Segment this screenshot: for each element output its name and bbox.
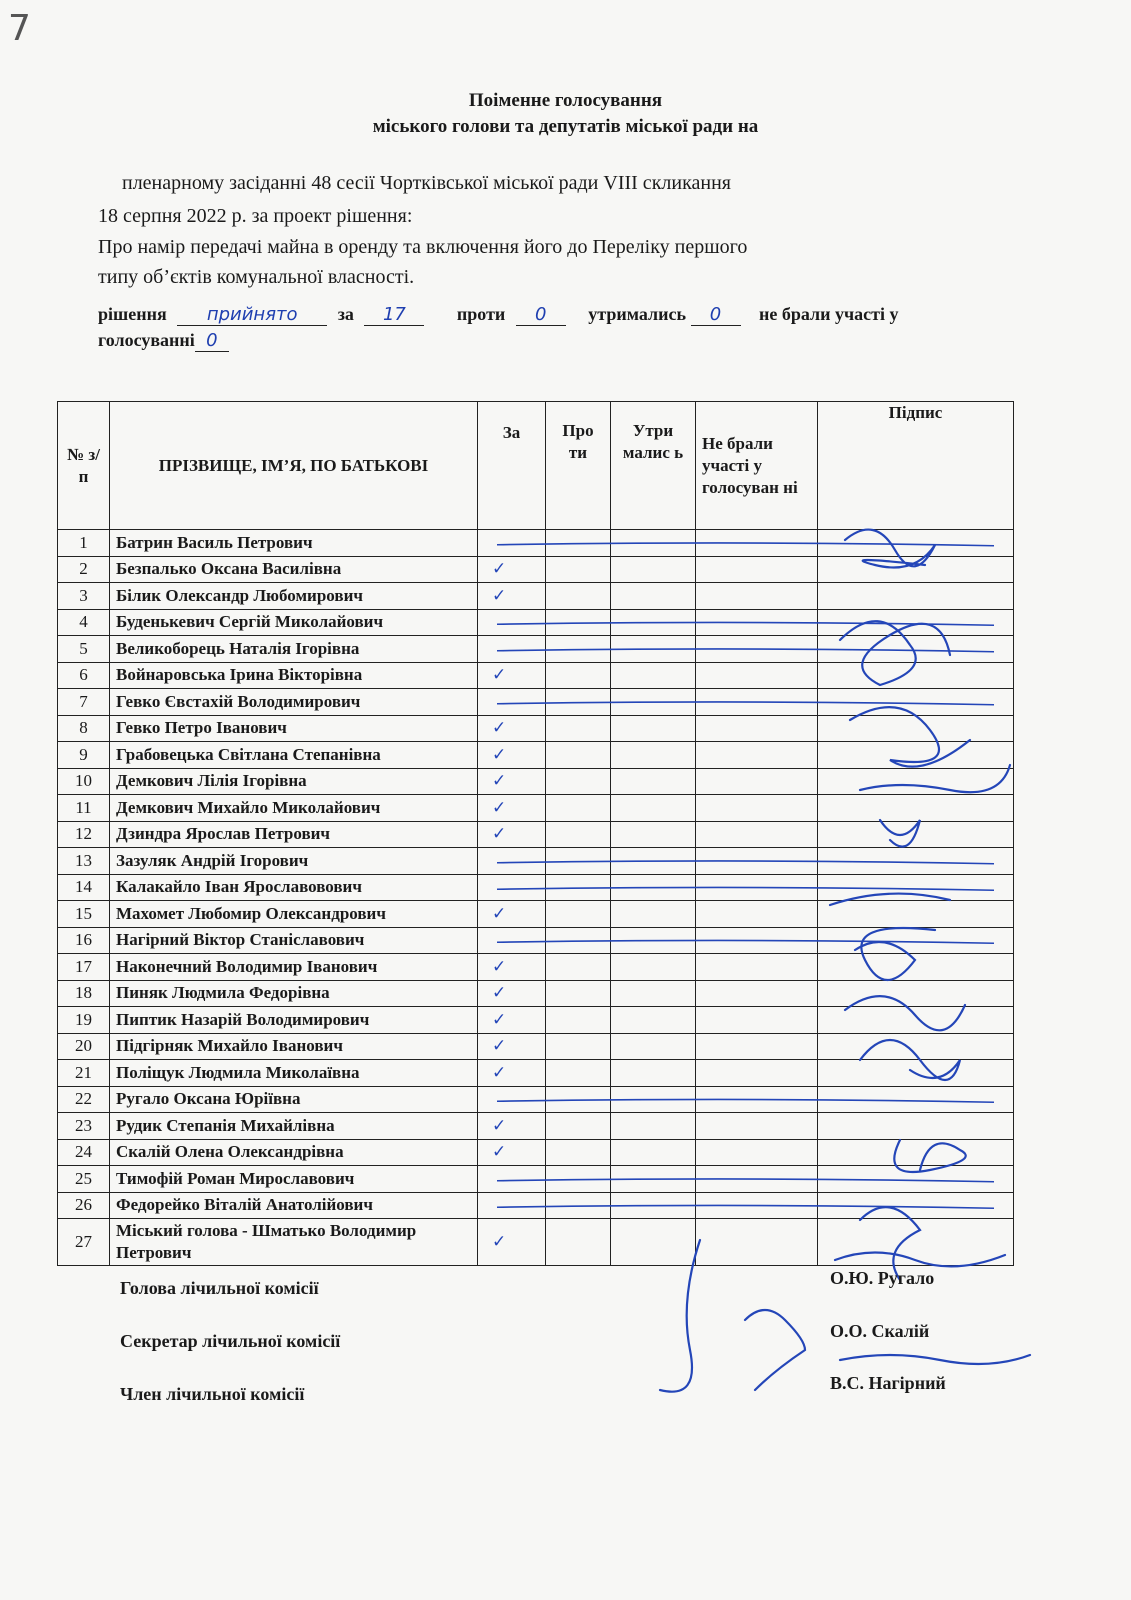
row-name: Калакайло Іван Ярославовович — [110, 874, 478, 901]
table-row — [58, 556, 1014, 583]
row-number: 2 — [58, 556, 110, 583]
row-signature-cell — [818, 954, 1014, 981]
row-number: 8 — [58, 715, 110, 742]
row-not-voted-cell — [696, 848, 818, 875]
row-against-cell — [546, 980, 611, 1007]
table-row — [58, 1192, 1014, 1219]
row-name: Пиняк Людмила Федорівна — [110, 980, 478, 1007]
for-label: за — [337, 304, 354, 324]
row-number: 7 — [58, 689, 110, 716]
row-against-cell — [546, 530, 611, 557]
table-row — [58, 848, 1014, 875]
row-for-cell: ✓ — [478, 1139, 546, 1166]
row-number: 19 — [58, 1007, 110, 1034]
row-for-cell: ✓ — [478, 1113, 546, 1140]
row-against-cell — [546, 821, 611, 848]
header-num: № з/п — [58, 402, 110, 530]
row-not-voted-cell — [696, 1033, 818, 1060]
row-signature-cell — [818, 1060, 1014, 1087]
row-for-cell — [478, 689, 546, 716]
table-row — [58, 1060, 1014, 1087]
row-not-voted-cell — [696, 980, 818, 1007]
row-against-cell — [546, 954, 611, 981]
row-for-cell: ✓ — [478, 954, 546, 981]
row-signature-cell — [818, 742, 1014, 769]
row-name: Батрин Василь Петрович — [110, 530, 478, 557]
row-name: Нагірний Віктор Станіславович — [110, 927, 478, 954]
row-abstained-cell — [611, 689, 696, 716]
row-name: Демкович Лілія Ігорівна — [110, 768, 478, 795]
row-against-cell — [546, 1086, 611, 1113]
row-not-voted-cell — [696, 821, 818, 848]
row-abstained-cell — [611, 1192, 696, 1219]
row-signature-cell — [818, 768, 1014, 795]
row-against-cell — [546, 715, 611, 742]
row-name: Федорейко Віталій Анатолійович — [110, 1192, 478, 1219]
row-signature-cell — [818, 1033, 1014, 1060]
row-abstained-cell — [611, 583, 696, 610]
row-number: 5 — [58, 636, 110, 663]
table-header-row — [58, 402, 1014, 530]
table-row — [58, 583, 1014, 610]
not-voted-label: не брали участі у — [759, 304, 899, 324]
row-number: 1 — [58, 530, 110, 557]
header-not-voted: Не брали участі у голосуван ні — [696, 402, 818, 530]
table-row — [58, 768, 1014, 795]
table-row — [58, 874, 1014, 901]
for-value: 17 — [364, 304, 424, 326]
row-name: Гевко Петро Іванович — [110, 715, 478, 742]
row-for-cell: ✓ — [478, 980, 546, 1007]
row-not-voted-cell — [696, 609, 818, 636]
row-not-voted-cell — [696, 954, 818, 981]
row-against-cell — [546, 583, 611, 610]
row-for-cell: ✓ — [478, 583, 546, 610]
row-against-cell — [546, 795, 611, 822]
row-number: 4 — [58, 609, 110, 636]
row-name: Демкович Михайло Миколайович — [110, 795, 478, 822]
row-against-cell — [546, 768, 611, 795]
row-name: Махомет Любомир Олександрович — [110, 901, 478, 928]
row-number: 12 — [58, 821, 110, 848]
row-for-cell: ✓ — [478, 1033, 546, 1060]
row-against-cell — [546, 662, 611, 689]
abstained-value: 0 — [691, 304, 741, 326]
row-number: 20 — [58, 1033, 110, 1060]
row-name: Безпалько Оксана Василівна — [110, 556, 478, 583]
row-not-voted-cell — [696, 1113, 818, 1140]
row-for-cell: ✓ — [478, 662, 546, 689]
table-row — [58, 689, 1014, 716]
row-signature-cell — [818, 795, 1014, 822]
row-not-voted-cell — [696, 874, 818, 901]
row-against-cell — [546, 1007, 611, 1034]
row-signature-cell — [818, 609, 1014, 636]
row-against-cell — [546, 1166, 611, 1193]
row-abstained-cell — [611, 927, 696, 954]
table-row — [58, 1219, 1014, 1266]
intro-line-4: типу об’єктів комунальної власності. — [98, 266, 415, 288]
row-number: 18 — [58, 980, 110, 1007]
row-name: Великоборець Наталія Ігорівна — [110, 636, 478, 663]
table-row — [58, 1113, 1014, 1140]
row-signature-cell — [818, 1086, 1014, 1113]
row-for-cell: ✓ — [478, 768, 546, 795]
decision-label: рішення — [98, 304, 167, 324]
row-abstained-cell — [611, 795, 696, 822]
against-label: проти — [456, 304, 506, 324]
table-row — [58, 530, 1014, 557]
row-not-voted-cell — [696, 1007, 818, 1034]
row-not-voted-cell — [696, 795, 818, 822]
row-abstained-cell — [611, 848, 696, 875]
row-for-cell: ✓ — [478, 715, 546, 742]
row-for-cell — [478, 609, 546, 636]
row-for-cell: ✓ — [478, 795, 546, 822]
row-name: Ругало Оксана Юріївна — [110, 1086, 478, 1113]
row-name: Скалій Олена Олександрівна — [110, 1139, 478, 1166]
row-name: Міський голова - Шматько Володимир Петрович — [110, 1219, 478, 1266]
row-against-cell — [546, 927, 611, 954]
table-row — [58, 609, 1014, 636]
table-row — [58, 636, 1014, 663]
row-abstained-cell — [611, 1139, 696, 1166]
row-against-cell — [546, 1219, 611, 1266]
row-signature-cell — [818, 848, 1014, 875]
header-against: Про ти — [546, 402, 611, 530]
row-number: 14 — [58, 874, 110, 901]
row-number: 21 — [58, 1060, 110, 1087]
table-body — [58, 530, 1014, 1266]
row-name: Підгірняк Михайло Іванович — [110, 1033, 478, 1060]
table-row — [58, 927, 1014, 954]
row-signature-cell — [818, 821, 1014, 848]
row-for-cell: ✓ — [478, 1060, 546, 1087]
not-voted-value: 0 — [195, 330, 229, 352]
row-abstained-cell — [611, 1219, 696, 1266]
row-against-cell — [546, 1113, 611, 1140]
table-row — [58, 1139, 1014, 1166]
row-abstained-cell — [611, 715, 696, 742]
row-not-voted-cell — [696, 715, 818, 742]
row-signature-cell — [818, 874, 1014, 901]
row-not-voted-cell — [696, 1219, 818, 1266]
row-number: 13 — [58, 848, 110, 875]
row-not-voted-cell — [696, 1166, 818, 1193]
row-signature-cell — [818, 980, 1014, 1007]
commission-member-name: В.С. Нагірний — [830, 1373, 946, 1393]
row-signature-cell — [818, 636, 1014, 663]
commission-member-label: Член лічильної комісії — [120, 1384, 305, 1404]
row-name: Гевко Євстахій Володимирович — [110, 689, 478, 716]
row-not-voted-cell — [696, 636, 818, 663]
row-not-voted-cell — [696, 556, 818, 583]
not-voted-label-2: голосуванні — [98, 330, 195, 350]
row-abstained-cell — [611, 1060, 696, 1087]
row-for-cell — [478, 1192, 546, 1219]
row-number: 16 — [58, 927, 110, 954]
intro-line-1: пленарному засіданні 48 сесії Чортківської міської ради VIII скликання — [122, 172, 731, 194]
table-row — [58, 742, 1014, 769]
row-abstained-cell — [611, 1166, 696, 1193]
row-number: 25 — [58, 1166, 110, 1193]
row-name: Буденькевич Сергій Миколайович — [110, 609, 478, 636]
document-title: Поіменне голосування — [468, 90, 663, 111]
table-row — [58, 954, 1014, 981]
table-row — [58, 1033, 1014, 1060]
row-not-voted-cell — [696, 530, 818, 557]
row-for-cell — [478, 636, 546, 663]
row-not-voted-cell — [696, 1192, 818, 1219]
table-row — [58, 901, 1014, 928]
abstained-label: утримались — [588, 304, 686, 324]
row-number: 17 — [58, 954, 110, 981]
row-not-voted-cell — [696, 689, 818, 716]
row-for-cell — [478, 927, 546, 954]
row-against-cell — [546, 689, 611, 716]
row-against-cell — [546, 742, 611, 769]
row-abstained-cell — [611, 609, 696, 636]
table-row — [58, 821, 1014, 848]
row-signature-cell — [818, 1113, 1014, 1140]
table-row — [58, 795, 1014, 822]
row-for-cell: ✓ — [478, 556, 546, 583]
table-row — [58, 980, 1014, 1007]
table-row — [58, 1086, 1014, 1113]
row-signature-cell — [818, 1139, 1014, 1166]
row-for-cell — [478, 874, 546, 901]
row-for-cell — [478, 530, 546, 557]
row-not-voted-cell — [696, 901, 818, 928]
row-number: 6 — [58, 662, 110, 689]
row-name: Тимофій Роман Мирославович — [110, 1166, 478, 1193]
row-abstained-cell — [611, 901, 696, 928]
table-row — [58, 1166, 1014, 1193]
row-for-cell: ✓ — [478, 821, 546, 848]
vote-result-line — [98, 304, 898, 326]
row-number: 24 — [58, 1139, 110, 1166]
row-for-cell — [478, 848, 546, 875]
signature-scribble — [745, 1310, 805, 1390]
row-not-voted-cell — [696, 927, 818, 954]
row-against-cell — [546, 1060, 611, 1087]
row-abstained-cell — [611, 1007, 696, 1034]
row-abstained-cell — [611, 874, 696, 901]
page-number: 7 — [8, 8, 31, 49]
row-abstained-cell — [611, 1086, 696, 1113]
row-signature-cell — [818, 715, 1014, 742]
header-name: ПРІЗВИЩЕ, ІМ’Я, ПО БАТЬКОВІ — [110, 402, 478, 530]
row-name: Білик Олександр Любомирович — [110, 583, 478, 610]
row-name: Наконечний Володимир Іванович — [110, 954, 478, 981]
row-against-cell — [546, 636, 611, 663]
row-against-cell — [546, 901, 611, 928]
intro-line-2: 18 серпня 2022 р. за проект рішення: — [98, 205, 413, 227]
row-signature-cell — [818, 1192, 1014, 1219]
row-signature-cell — [818, 689, 1014, 716]
commission-chair-label: Голова лічильної комісії — [120, 1278, 319, 1298]
row-name: Грабовецька Світлана Степанівна — [110, 742, 478, 769]
row-number: 10 — [58, 768, 110, 795]
row-number: 22 — [58, 1086, 110, 1113]
row-number: 11 — [58, 795, 110, 822]
row-name: Рудик Степанія Михайлівна — [110, 1113, 478, 1140]
decision-value: прийнято — [177, 304, 327, 326]
row-signature-cell — [818, 530, 1014, 557]
row-signature-cell — [818, 583, 1014, 610]
row-abstained-cell — [611, 821, 696, 848]
row-not-voted-cell — [696, 662, 818, 689]
table-row — [58, 662, 1014, 689]
row-abstained-cell — [611, 954, 696, 981]
commission-secretary-label: Секретар лічильної комісії — [120, 1331, 341, 1351]
header-abstained: Утри малис ь — [611, 402, 696, 530]
row-against-cell — [546, 874, 611, 901]
row-against-cell — [546, 1139, 611, 1166]
row-signature-cell — [818, 927, 1014, 954]
row-abstained-cell — [611, 980, 696, 1007]
row-against-cell — [546, 1033, 611, 1060]
row-not-voted-cell — [696, 1139, 818, 1166]
row-for-cell: ✓ — [478, 901, 546, 928]
row-against-cell — [546, 556, 611, 583]
row-for-cell: ✓ — [478, 1219, 546, 1266]
intro-line-3: Про намір передачі майна в оренду та включення його до Переліку першого — [98, 236, 748, 258]
row-name: Дзиндра Ярослав Петрович — [110, 821, 478, 848]
row-against-cell — [546, 609, 611, 636]
row-against-cell — [546, 848, 611, 875]
row-not-voted-cell — [696, 768, 818, 795]
row-name: Поліщук Людмила Миколаївна — [110, 1060, 478, 1087]
row-against-cell — [546, 1192, 611, 1219]
row-signature-cell — [818, 1007, 1014, 1034]
row-for-cell: ✓ — [478, 1007, 546, 1034]
row-number: 9 — [58, 742, 110, 769]
row-number: 15 — [58, 901, 110, 928]
row-signature-cell — [818, 1166, 1014, 1193]
row-abstained-cell — [611, 742, 696, 769]
row-abstained-cell — [611, 768, 696, 795]
row-not-voted-cell — [696, 1086, 818, 1113]
row-number: 23 — [58, 1113, 110, 1140]
row-abstained-cell — [611, 662, 696, 689]
row-not-voted-cell — [696, 583, 818, 610]
row-number: 3 — [58, 583, 110, 610]
signature-scribble — [840, 1355, 1030, 1364]
row-abstained-cell — [611, 1033, 696, 1060]
commission-secretary-name: О.О. Скалій — [830, 1321, 930, 1341]
row-for-cell: ✓ — [478, 742, 546, 769]
row-number: 27 — [58, 1219, 110, 1266]
row-name: Пиптик Назарій Володимирович — [110, 1007, 478, 1034]
commission-chair-name: О.Ю. Ругало — [830, 1268, 935, 1288]
header-for: За — [478, 402, 546, 530]
row-not-voted-cell — [696, 1060, 818, 1087]
row-abstained-cell — [611, 636, 696, 663]
row-abstained-cell — [611, 1113, 696, 1140]
row-signature-cell — [818, 901, 1014, 928]
row-name: Зазуляк Андрій Ігорович — [110, 848, 478, 875]
row-signature-cell — [818, 556, 1014, 583]
document-subtitle: міського голови та депутатів міської ради на — [372, 116, 759, 137]
table-row — [58, 715, 1014, 742]
row-for-cell — [478, 1166, 546, 1193]
row-name: Войнаровська Ірина Вікторівна — [110, 662, 478, 689]
row-abstained-cell — [611, 556, 696, 583]
roll-call-table — [57, 401, 1014, 1266]
table-row — [58, 1007, 1014, 1034]
row-not-voted-cell — [696, 742, 818, 769]
row-abstained-cell — [611, 530, 696, 557]
row-for-cell — [478, 1086, 546, 1113]
row-signature-cell — [818, 1219, 1014, 1266]
header-signature: Підпис — [818, 402, 1014, 530]
row-number: 26 — [58, 1192, 110, 1219]
against-value: 0 — [516, 304, 566, 326]
row-signature-cell — [818, 662, 1014, 689]
not-voted-line — [98, 330, 235, 352]
